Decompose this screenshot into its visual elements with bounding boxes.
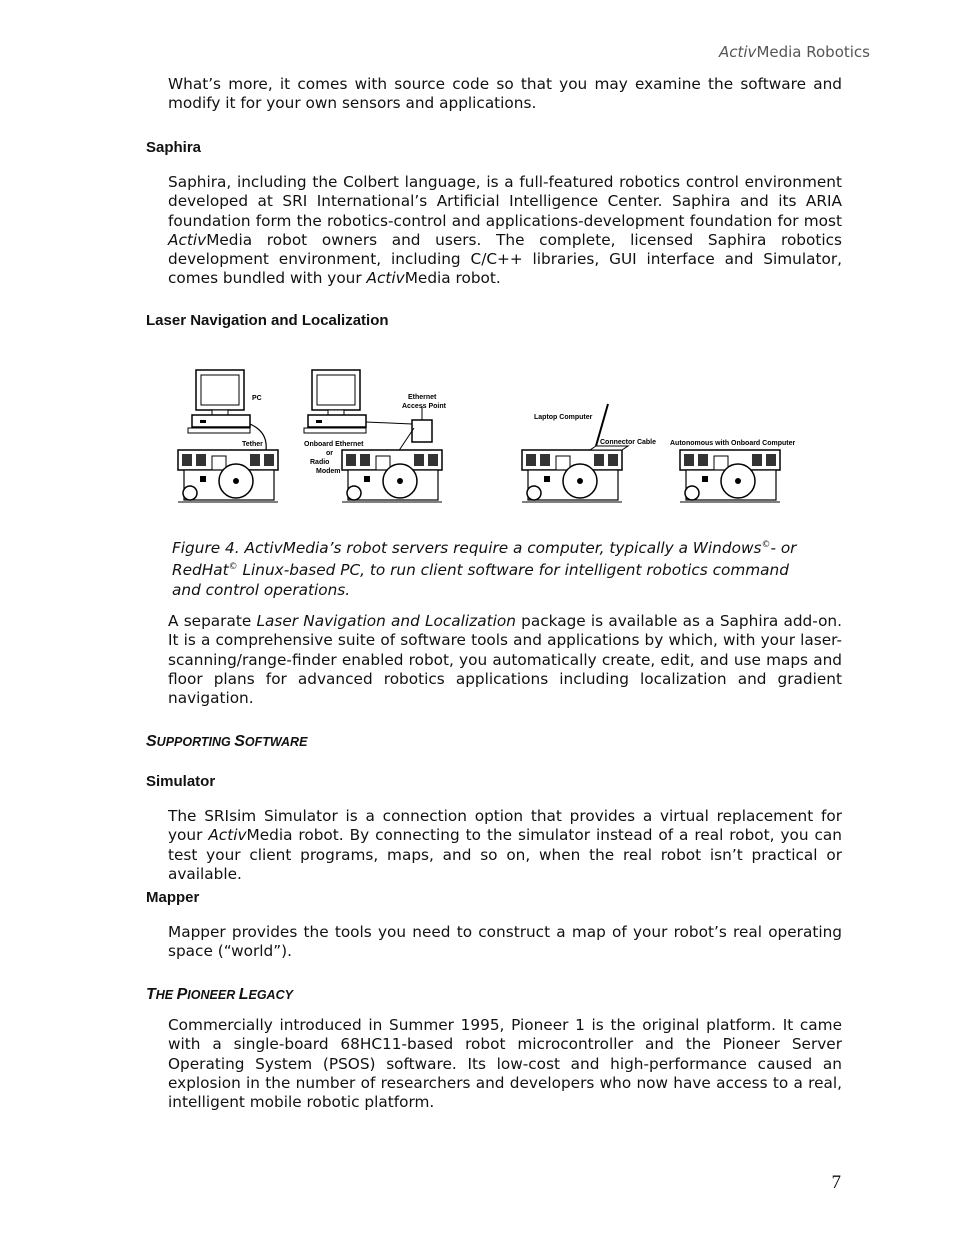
modem-label: Modem xyxy=(316,468,341,475)
laser-heading: Laser Navigation and Localization xyxy=(146,312,389,329)
laser-paragraph: A separate Laser Navigation and Localization package is available as a Saphira add-on. It is a comprehensive suite of software tools and applications by which, with your laser-scanning/range-finder enabled robot, you automatically create, edit, and use maps and floor plans for advanced robotics applications including localization and gradient navigation. xyxy=(168,612,842,708)
simulator-paragraph: The SRIsim Simulator is a connection option that provides a virtual replacement for your ActivMedia robot. By connecting to the simulator instead of a real robot, you can test your client programs, maps, and so on, when the real robot isn’t practical or available. xyxy=(168,807,842,883)
robot-configurations-figure xyxy=(176,362,796,507)
page-number: 7 xyxy=(831,1172,841,1193)
tethered-pc-config xyxy=(178,370,278,502)
simulator-heading: Simulator xyxy=(146,773,216,790)
mapper-heading: Mapper xyxy=(146,889,200,906)
laptop-config xyxy=(522,404,656,502)
pioneer-legacy-heading: THE PIONEER LEGACY xyxy=(146,986,293,1003)
pioneer-legacy-paragraph: Commercially introduced in Summer 1995, Pioneer 1 is the original platform. It came with a single-board 68HC11-based robot microcontroller and the Pioneer Server Operating System (PSOS) software. Its low-cost and high-performance caused an explosion in the number of researchers and developers who now have access to a real, intelligent mobile robotic platform. xyxy=(168,1016,842,1112)
onboard-label: Onboard Ethernet xyxy=(304,441,364,448)
laptop-label: Laptop Computer xyxy=(534,414,593,421)
running-header: ActivMedia Robotics xyxy=(719,43,870,61)
or-label: or xyxy=(326,450,333,457)
saphira-heading: Saphira xyxy=(146,139,202,156)
tether-label: Tether xyxy=(242,441,263,448)
ethernet-label: Ethernet xyxy=(408,394,437,401)
ethernet-config xyxy=(304,370,447,502)
radio-label: Radio xyxy=(310,459,330,466)
autonomous-label: Autonomous with Onboard Computer xyxy=(670,440,796,447)
pc-label: PC xyxy=(252,395,262,402)
connector-cable-label: Connector Cable xyxy=(600,439,657,446)
supporting-software-heading: SUPPORTING SOFTWARE xyxy=(146,733,308,750)
mapper-paragraph: Mapper provides the tools you need to construct a map of your robot’s real operating space (“world”). xyxy=(168,923,842,961)
autonomous-config xyxy=(670,440,795,502)
access-point-label: Access Point xyxy=(402,403,446,410)
saphira-paragraph: Saphira, including the Colbert language, is a full-featured robotics control environment developed at SRI International’s Artificial Intelligence Center. Saphira and its ARIA foundation form the robotics-control and applications-development foundation for most ActivMedia robot owners and users. The complete, licensed Saphira robotics development environment, including C/C++ libraries, GUI interface and Simulator, comes bundled with your ActivMedia robot. xyxy=(168,173,842,288)
intro-paragraph: What’s more, it comes with source code so that you may examine the software and modify it for your own sensors and applications. xyxy=(168,75,842,113)
figure-caption: Figure 4. ActivMedia’s robot servers require a computer, typically a Windows©- or RedHat© Linux-based PC, to run client software for intelligent robotics command and control operations. xyxy=(172,539,797,599)
